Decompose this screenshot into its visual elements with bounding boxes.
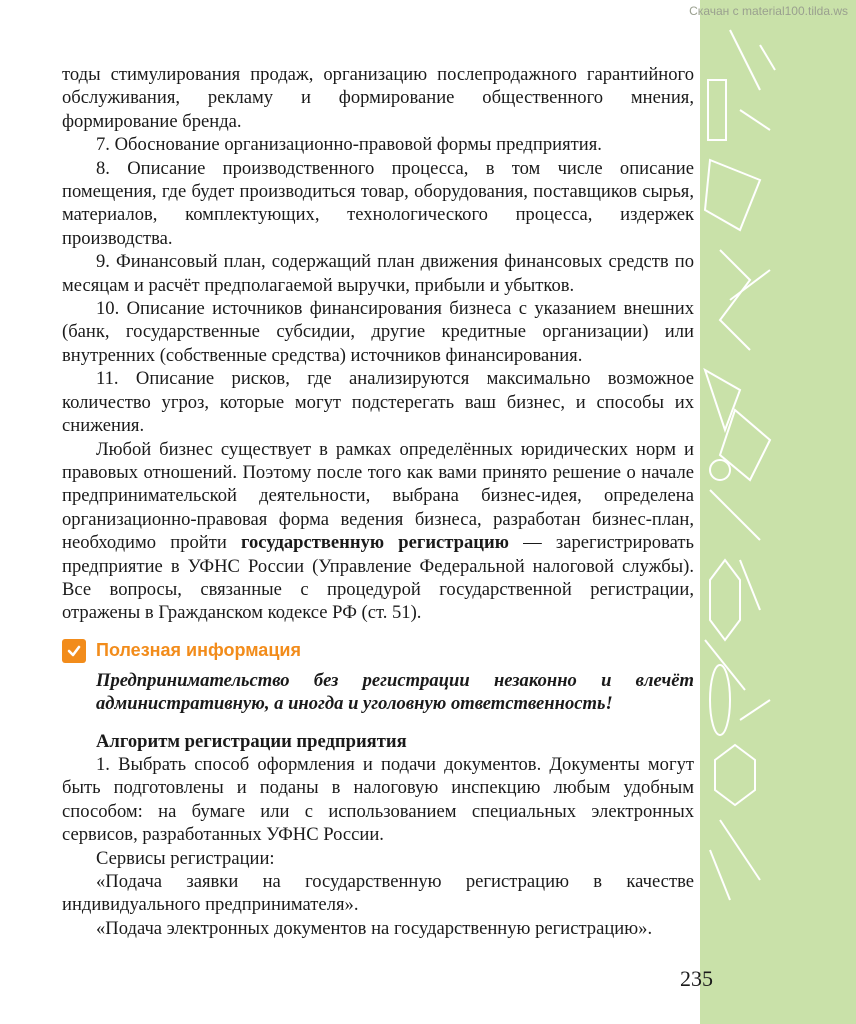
text-part: Любой бизнес существует в рамках определённых юридических норм и правовых отношений. Поэтому после того как вами принято решение о начале предпринимательской деятельности, выбрана бизнес-идея, определена организационно-правовая форма ведения бизнеса, разработан бизнес-план, необходимо пройти [62,438,694,554]
text-part: — зарегистрировать предприятие в УФНС России (Управление Федеральной налоговой службы). Все вопросы, связанные с процедурой государственной регистрации, отражены в Гражданском кодексе РФ (ст. 51). [62,532,694,624]
services-label: Сервисы регистрации: [96,847,275,869]
info-text: Предпринимательство без регистрации незаконно и влечёт административную, а иногда и уголовную ответственность! [96,669,694,715]
paragraph: тоды стимулирования продаж, организацию послепродажного гарантийного обслуживания, рекламу и формирование общественного мнения, формирование бренда. [62,64,694,132]
list-item-10: 10. Описание источников финансирования бизнеса с указанием внешних (банк, государственные субсидии, другие кредитные организации) или внутренних (собственные средства) источников финансирования. [62,298,694,366]
watermark: Скачан с material100.tilda.ws [689,4,848,18]
info-header [62,639,694,663]
service-item: «Подача электронных документов на государственную регистрацию». [96,917,653,939]
decorative-side-strip [700,0,856,1024]
info-title: Полезная информация [96,640,301,661]
algorithm-step-1: 1. Выбрать способ оформления и подачи документов. Документы могут быть подготовлены и поданы в налоговую инспекцию любым удобным способом: на бумаге или с использованием специальных электронных сервисов, разработанных УФНС России. [62,753,694,846]
list-item-11: 11. Описание рисков, где анализируются максимально возможное количество угроз, которые могут подстерегать ваш бизнес, и способы их снижения. [62,368,694,437]
section-title: Алгоритм регистрации предприятия [96,730,407,752]
bold-term: государственную регистрацию [241,532,509,554]
list-item-7: 7. Обоснование организационно-правовой формы предприятия. [96,134,602,156]
geometric-pattern-icon [700,0,856,1024]
list-item-8: 8. Описание производственного процесса, в том числе описание помещения, где будет производиться товар, оборудования, поставщиков сырья, материалов, комплектующих, технологического процесса, издержек производства. [62,157,694,249]
checkmark-icon [62,639,86,663]
list-item-9: 9. Финансовый план, содержащий план движения финансовых средств по месяцам и расчёт предполагаемой выручки, прибыли и убытков. [62,251,694,296]
service-item: «Подача заявки на государственную регистрацию в качестве индивидуального предпринимателя». [62,871,694,916]
page-number: 235 [680,966,713,991]
page-body [62,63,694,940]
paragraph-registration [62,438,694,625]
